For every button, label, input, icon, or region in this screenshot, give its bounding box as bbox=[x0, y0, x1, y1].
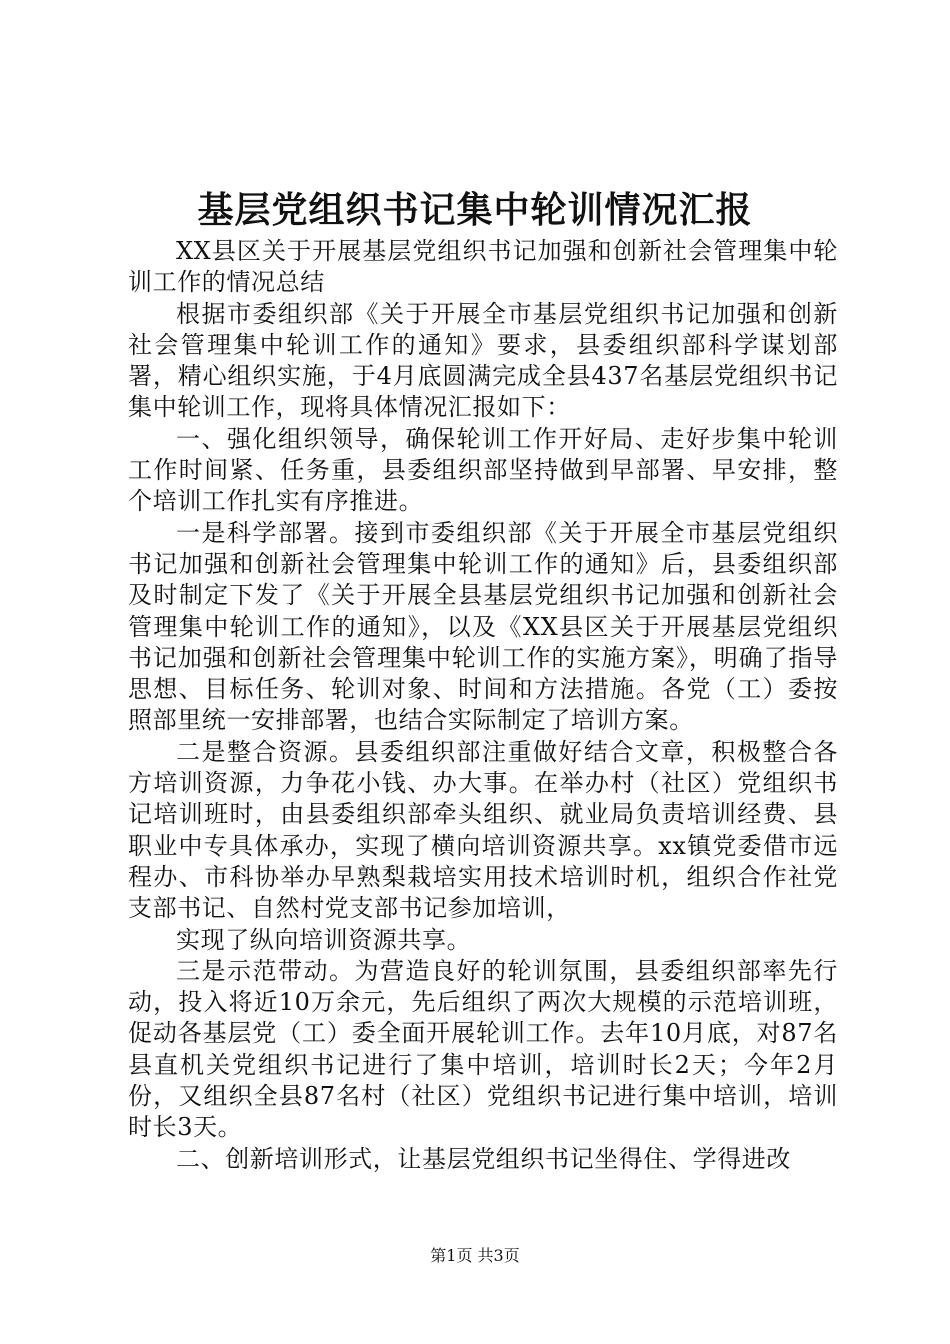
document-body bbox=[128, 236, 838, 1175]
page-footer: 第1页 共3页 bbox=[430, 1246, 520, 1265]
paragraph-background: 根据市委组织部《关于开展全市基层党组织书记加强和创新社会管理集中轮训工作的通知》要求，县委组织部科学谋划部署，精心组织实施，于4月底圆满完成全县437名基层党组织书记集中轮训工作，现将具体情况汇报如下： bbox=[128, 299, 838, 422]
paragraph-point-three: 三是示范带动。为营造良好的轮训氛围，县委组织部率先行动，投入将近10万余元，先后组织了两次大规模的示范培训班，促动各基层党（工）委全面开展轮训工作。去年10月底，对87名县直机关党组织书记进行了集中培训，培训时长2天；今年2月份，又组织全县87名村（社区）党组织书记进行集中培训，培训时长3天。 bbox=[128, 956, 838, 1142]
document-title: 基层党组织书记集中轮训情况汇报 bbox=[197, 189, 753, 231]
paragraph-point-two-continued: 实现了纵向培训资源共享。 bbox=[176, 925, 472, 954]
paragraph-section-two: 二、创新培训形式，让基层党组织书记坐得住、学得进改 bbox=[176, 1144, 791, 1173]
paragraph-intro: XX县区关于开展基层党组织书记加强和创新社会管理集中轮训工作的情况总结 bbox=[128, 237, 838, 297]
paragraph-point-two: 二是整合资源。县委组织部注重做好结合文章，积极整合各方培训资源，力争花小钱、办大事。在举办村（社区）党组织书记培训班时，由县委组织部牵头组织、就业局负责培训经费、县职业中专具体承办，实现了横向培训资源共享。xx镇党委借市远程办、市科协举办早熟梨栽培实用技术培训时机，组织合作社党支部书记、自然村党支部书记参加培训， bbox=[128, 737, 838, 923]
paragraph-point-one: 一是科学部署。接到市委组织部《关于开展全市基层党组织书记加强和创新社会管理集中轮训工作的通知》后，县委组织部及时制定下发了《关于开展全县基层党组织书记加强和创新社会管理集中轮训工作的通知》，以及《XX县区关于开展基层党组织书记加强和创新社会管理集中轮训工作的实施方案》，明确了指导思想、目标任务、轮训对象、时间和方法措施。各党（工）委按照部里统一安排部署，也结合实际制定了培训方案。 bbox=[128, 518, 838, 735]
paragraph-section-one: 一、强化组织领导，确保轮训工作开好局、走好步集中轮训工作时间紧、任务重，县委组织部坚持做到早部署、早安排，整个培训工作扎实有序推进。 bbox=[128, 424, 838, 516]
